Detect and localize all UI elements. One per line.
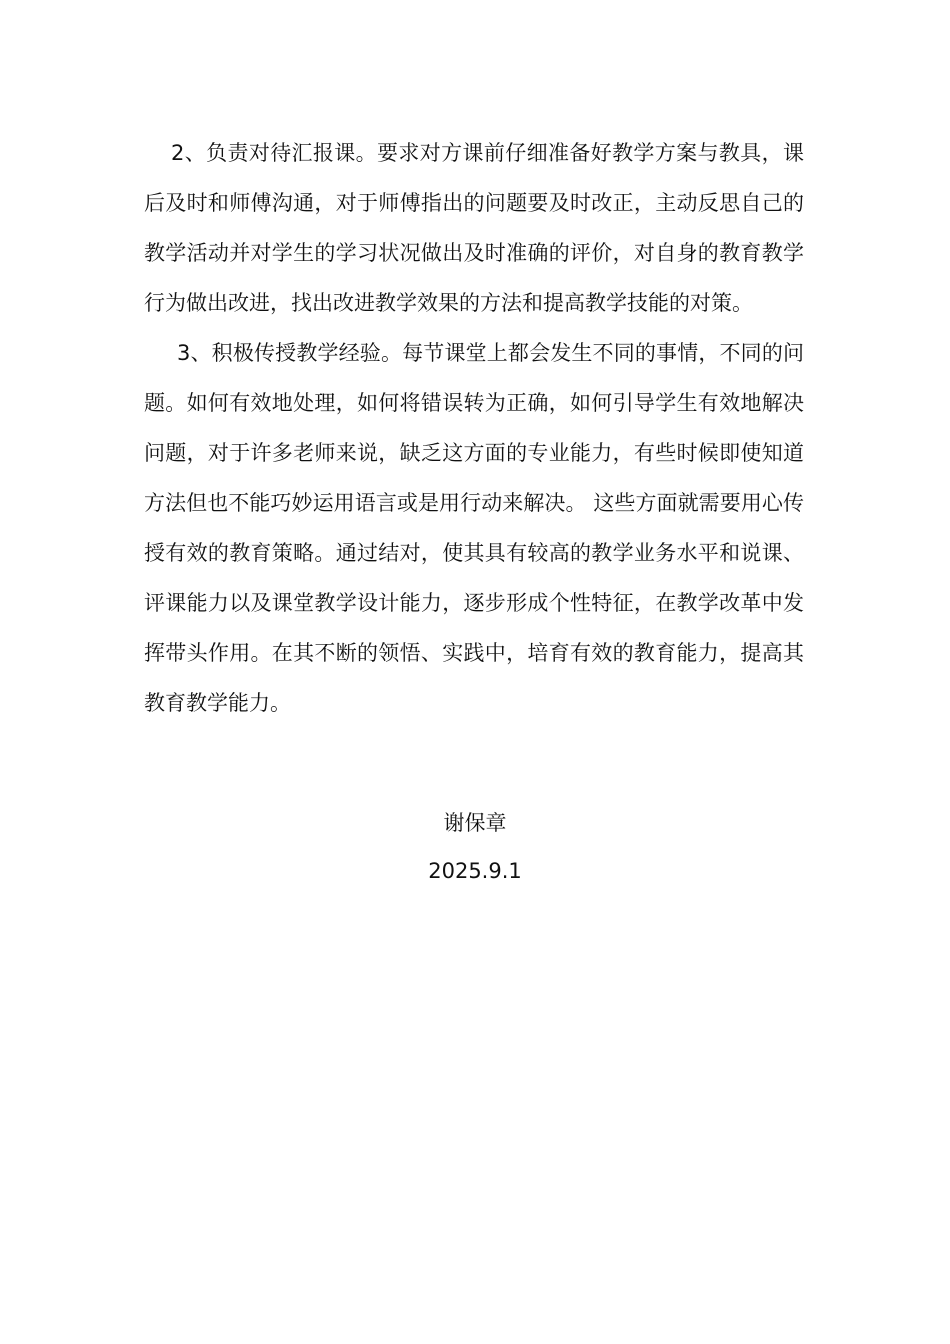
paragraph-item-3: 3、积极传授教学经验。每节课堂上都会发生不同的事情，不同的问题。如何有效地处理，如何将错误转为正确，如何引导学生有效地解决问题，对于许多老师来说，缺乏这方面的专业能力，有些时候即使知道方法但也不能巧妙运用语言或是用行动来解决。 这些方面就需要用心传授有效的教育策略。通过结对，使其具有较高的教学业务水平和说课、 评课能力以及课堂教学设计能力，逐步形成个性特征，在教学改革中发挥带头作用。在其不断的领悟、实践中，培育有效的教育能力，提高其教育教学能力。 (144, 341, 804, 715)
body-text (144, 128, 804, 728)
paragraph-item-2: 2、负责对待汇报课。要求对方课前仔细准备好教学方案与教具，课后及时和师傅沟通，对于师傅指出的问题要及时改正，主动反思自己的教学活动并对学生的学习状况做出及时准确的评价，对自身的教育教学行为做出改进，找出改进教学效果的方法和提高教学技能的对策。 (144, 141, 804, 315)
signature-name: 谢保章 (443, 811, 507, 835)
signature-date: 2025.9.1 (428, 859, 522, 883)
